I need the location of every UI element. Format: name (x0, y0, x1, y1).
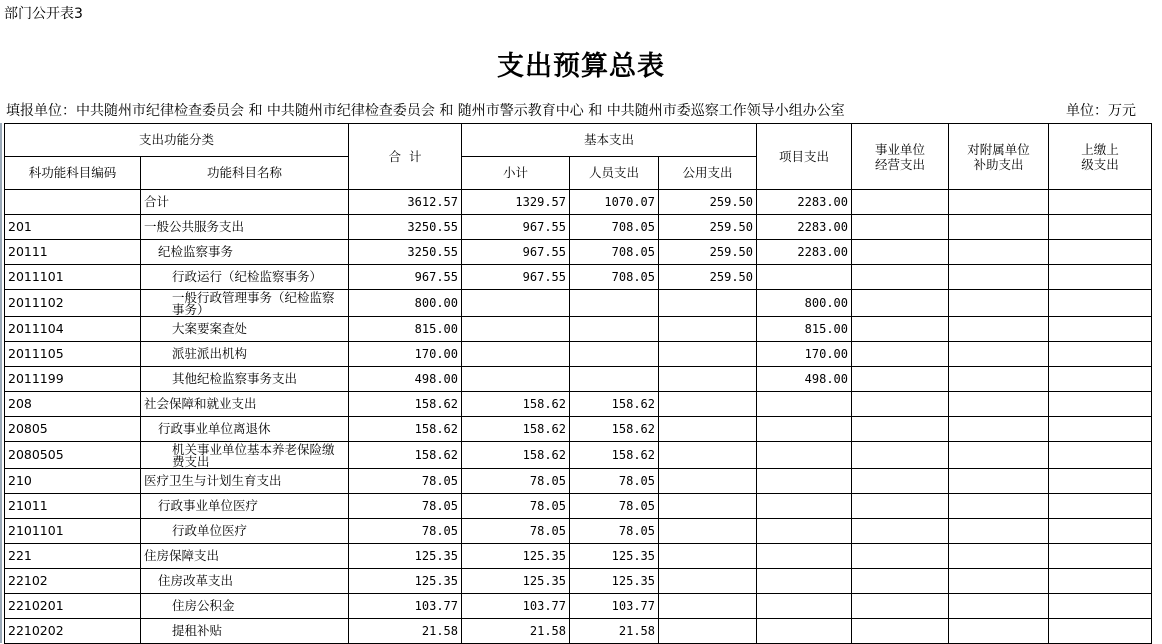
cell-subtotal: 78.05 (462, 469, 570, 494)
cell-personnel: 78.05 (570, 469, 659, 494)
cell-project: 800.00 (757, 290, 852, 317)
cell-subsidy (949, 367, 1049, 392)
cell-personnel: 158.62 (570, 392, 659, 417)
table-row (5, 442, 1152, 469)
cell-code: 2080505 (5, 442, 141, 469)
cell-code: 2011105 (5, 342, 141, 367)
header-personnel: 人员支出 (570, 157, 659, 190)
cell-project (757, 544, 852, 569)
cell-biz (852, 594, 949, 619)
cell-total: 3250.55 (349, 215, 462, 240)
cell-subtotal: 78.05 (462, 494, 570, 519)
cell-personnel: 21.58 (570, 619, 659, 644)
cell-subsidy (949, 342, 1049, 367)
cell-total: 158.62 (349, 417, 462, 442)
cell-subsidy (949, 417, 1049, 442)
cell-personnel: 103.77 (570, 594, 659, 619)
cell-subtotal: 1329.57 (462, 190, 570, 215)
cell-total: 78.05 (349, 519, 462, 544)
cell-subsidy (949, 619, 1049, 644)
cell-remit (1049, 317, 1152, 342)
cell-total: 498.00 (349, 367, 462, 392)
cell-subsidy (949, 215, 1049, 240)
cell-subtotal (462, 367, 570, 392)
cell-remit (1049, 569, 1152, 594)
cell-public (659, 594, 757, 619)
cell-subtotal: 967.55 (462, 215, 570, 240)
cell-total: 170.00 (349, 342, 462, 367)
cell-code: 20805 (5, 417, 141, 442)
cell-personnel (570, 367, 659, 392)
cell-name: 住房改革支出 (141, 569, 349, 594)
table-row (5, 494, 1152, 519)
cell-name: 合计 (141, 190, 349, 215)
filing-unit-text: 填报单位：中共随州市纪律检查委员会 和 中共随州市纪律检查委员会 和 随州市警示教育中心 和 中共随州市委巡察工作领导小组办公室 (6, 103, 845, 119)
cell-total: 815.00 (349, 317, 462, 342)
cell-public (659, 392, 757, 417)
cell-biz (852, 569, 949, 594)
cell-subtotal (462, 342, 570, 367)
cell-code: 201 (5, 215, 141, 240)
cell-public: 259.50 (659, 265, 757, 290)
cell-name: 行政运行（纪检监察事务） (141, 265, 349, 290)
cell-remit (1049, 342, 1152, 367)
cell-biz (852, 519, 949, 544)
cell-code: 2011104 (5, 317, 141, 342)
header-func-class: 支出功能分类 (5, 124, 349, 157)
table-row (5, 265, 1152, 290)
cell-personnel (570, 317, 659, 342)
cell-public (659, 619, 757, 644)
cell-project (757, 265, 852, 290)
cell-code: 210 (5, 469, 141, 494)
header-basic: 基本支出 (462, 124, 757, 157)
cell-remit (1049, 392, 1152, 417)
cell-total: 967.55 (349, 265, 462, 290)
header-code: 科功能科目编码 (5, 157, 141, 190)
cell-name: 一般行政管理事务（纪检监察事务） (141, 290, 349, 317)
cell-remit (1049, 265, 1152, 290)
cell-project (757, 594, 852, 619)
cell-biz (852, 417, 949, 442)
table-row (5, 317, 1152, 342)
header-public: 公用支出 (659, 157, 757, 190)
cell-remit (1049, 240, 1152, 265)
page-title: 支出预算总表 (497, 51, 665, 82)
cell-public (659, 569, 757, 594)
cell-subsidy (949, 190, 1049, 215)
header-name: 功能科目名称 (141, 157, 349, 190)
cell-name: 派驻派出机构 (141, 342, 349, 367)
cell-code: 221 (5, 544, 141, 569)
table-row (5, 367, 1152, 392)
cell-total: 125.35 (349, 544, 462, 569)
cell-public (659, 442, 757, 469)
cell-project (757, 519, 852, 544)
cell-subtotal: 125.35 (462, 544, 570, 569)
cell-public (659, 519, 757, 544)
cell-public: 259.50 (659, 240, 757, 265)
cell-biz (852, 290, 949, 317)
cell-personnel: 125.35 (570, 544, 659, 569)
header-biz-label: 事业单位经营支出 (874, 141, 925, 172)
cell-code: 208 (5, 392, 141, 417)
cell-remit (1049, 290, 1152, 317)
cell-name: 社会保障和就业支出 (141, 392, 349, 417)
cell-code: 2011102 (5, 290, 141, 317)
cell-subsidy (949, 494, 1049, 519)
cell-project (757, 619, 852, 644)
cell-project: 2283.00 (757, 215, 852, 240)
cell-name: 医疗卫生与计划生育支出 (141, 469, 349, 494)
cell-code (5, 190, 141, 215)
cell-biz (852, 544, 949, 569)
left-edge-bar (0, 123, 2, 643)
cell-code: 2011199 (5, 367, 141, 392)
table-number-label: 部门公开表3 (4, 6, 83, 22)
header-remit-label: 上缴上级支出 (1081, 141, 1119, 172)
cell-subtotal: 158.62 (462, 417, 570, 442)
cell-personnel: 125.35 (570, 569, 659, 594)
cell-project (757, 442, 852, 469)
cell-subsidy (949, 265, 1049, 290)
cell-name: 行政事业单位离退休 (141, 417, 349, 442)
cell-project (757, 469, 852, 494)
cell-subsidy (949, 442, 1049, 469)
cell-biz (852, 240, 949, 265)
cell-total: 21.58 (349, 619, 462, 644)
cell-subtotal (462, 290, 570, 317)
cell-biz (852, 317, 949, 342)
cell-code: 22102 (5, 569, 141, 594)
cell-public (659, 544, 757, 569)
cell-project: 815.00 (757, 317, 852, 342)
cell-subsidy (949, 544, 1049, 569)
table-row (5, 519, 1152, 544)
cell-subtotal: 21.58 (462, 619, 570, 644)
cell-personnel: 708.05 (570, 215, 659, 240)
cell-biz (852, 265, 949, 290)
cell-project (757, 494, 852, 519)
cell-total: 103.77 (349, 594, 462, 619)
table-row (5, 544, 1152, 569)
cell-name: 住房公积金 (141, 594, 349, 619)
cell-total: 78.05 (349, 494, 462, 519)
cell-name: 行政事业单位医疗 (141, 494, 349, 519)
cell-remit (1049, 442, 1152, 469)
cell-public (659, 367, 757, 392)
cell-public: 259.50 (659, 190, 757, 215)
cell-remit (1049, 367, 1152, 392)
cell-name: 行政单位医疗 (141, 519, 349, 544)
cell-code: 2101101 (5, 519, 141, 544)
cell-subsidy (949, 392, 1049, 417)
table-row (5, 290, 1152, 317)
cell-personnel (570, 290, 659, 317)
filing-info-line (6, 100, 1136, 120)
cell-name: 机关事业单位基本养老保险缴费支出 (141, 442, 349, 469)
header-remit (1049, 124, 1152, 190)
cell-biz (852, 392, 949, 417)
cell-biz (852, 367, 949, 392)
cell-subsidy (949, 594, 1049, 619)
cell-remit (1049, 594, 1152, 619)
cell-subsidy (949, 240, 1049, 265)
cell-total: 3612.57 (349, 190, 462, 215)
cell-name: 一般公共服务支出 (141, 215, 349, 240)
cell-name: 其他纪检监察事务支出 (141, 367, 349, 392)
cell-biz (852, 494, 949, 519)
cell-total: 800.00 (349, 290, 462, 317)
table-row (5, 392, 1152, 417)
header-subtotal: 小计 (462, 157, 570, 190)
cell-total: 78.05 (349, 469, 462, 494)
cell-subsidy (949, 317, 1049, 342)
cell-public (659, 317, 757, 342)
cell-subtotal: 78.05 (462, 519, 570, 544)
cell-project: 2283.00 (757, 190, 852, 215)
cell-code: 2210202 (5, 619, 141, 644)
header-total: 合 计 (349, 124, 462, 190)
cell-code: 2011101 (5, 265, 141, 290)
cell-name: 提租补贴 (141, 619, 349, 644)
header-subsidy (949, 124, 1049, 190)
cell-subtotal: 103.77 (462, 594, 570, 619)
cell-total: 3250.55 (349, 240, 462, 265)
cell-subsidy (949, 469, 1049, 494)
cell-biz (852, 442, 949, 469)
cell-subtotal (462, 317, 570, 342)
cell-name: 住房保障支出 (141, 544, 349, 569)
cell-code: 2210201 (5, 594, 141, 619)
cell-total: 125.35 (349, 569, 462, 594)
cell-remit (1049, 215, 1152, 240)
table-body (5, 190, 1152, 644)
table-row (5, 569, 1152, 594)
table-row (5, 342, 1152, 367)
header-biz (852, 124, 949, 190)
cell-biz (852, 215, 949, 240)
cell-remit (1049, 469, 1152, 494)
cell-biz (852, 342, 949, 367)
cell-total: 158.62 (349, 392, 462, 417)
cell-public (659, 342, 757, 367)
cell-subsidy (949, 519, 1049, 544)
cell-personnel: 708.05 (570, 265, 659, 290)
cell-project: 2283.00 (757, 240, 852, 265)
cell-personnel: 708.05 (570, 240, 659, 265)
table-row (5, 417, 1152, 442)
cell-subsidy (949, 569, 1049, 594)
cell-project (757, 417, 852, 442)
cell-subtotal: 967.55 (462, 265, 570, 290)
cell-public: 259.50 (659, 215, 757, 240)
cell-code: 20111 (5, 240, 141, 265)
cell-personnel: 1070.07 (570, 190, 659, 215)
cell-project: 170.00 (757, 342, 852, 367)
header-project: 项目支出 (757, 124, 852, 190)
table-row (5, 190, 1152, 215)
cell-public (659, 417, 757, 442)
cell-code: 21011 (5, 494, 141, 519)
cell-subtotal: 158.62 (462, 442, 570, 469)
cell-biz (852, 469, 949, 494)
cell-total: 158.62 (349, 442, 462, 469)
table-row (5, 240, 1152, 265)
table-row (5, 469, 1152, 494)
cell-subtotal: 158.62 (462, 392, 570, 417)
cell-name: 大案要案查处 (141, 317, 349, 342)
cell-biz (852, 619, 949, 644)
table-row (5, 594, 1152, 619)
cell-subsidy (949, 290, 1049, 317)
cell-public (659, 494, 757, 519)
cell-project: 498.00 (757, 367, 852, 392)
table-row (5, 215, 1152, 240)
cell-remit (1049, 519, 1152, 544)
cell-remit (1049, 544, 1152, 569)
cell-project (757, 392, 852, 417)
cell-personnel (570, 342, 659, 367)
cell-remit (1049, 190, 1152, 215)
cell-personnel: 78.05 (570, 494, 659, 519)
cell-personnel: 158.62 (570, 442, 659, 469)
unit-text: 单位：万元 (1066, 103, 1136, 119)
cell-project (757, 569, 852, 594)
cell-subtotal: 967.55 (462, 240, 570, 265)
cell-personnel: 78.05 (570, 519, 659, 544)
cell-subtotal: 125.35 (462, 569, 570, 594)
cell-remit (1049, 494, 1152, 519)
cell-biz (852, 190, 949, 215)
table-row (5, 619, 1152, 644)
cell-remit (1049, 619, 1152, 644)
cell-personnel: 158.62 (570, 417, 659, 442)
cell-name: 纪检监察事务 (141, 240, 349, 265)
budget-table (4, 123, 1152, 644)
header-subsidy-label: 对附属单位补助支出 (967, 141, 1030, 172)
cell-remit (1049, 417, 1152, 442)
cell-public (659, 290, 757, 317)
cell-public (659, 469, 757, 494)
